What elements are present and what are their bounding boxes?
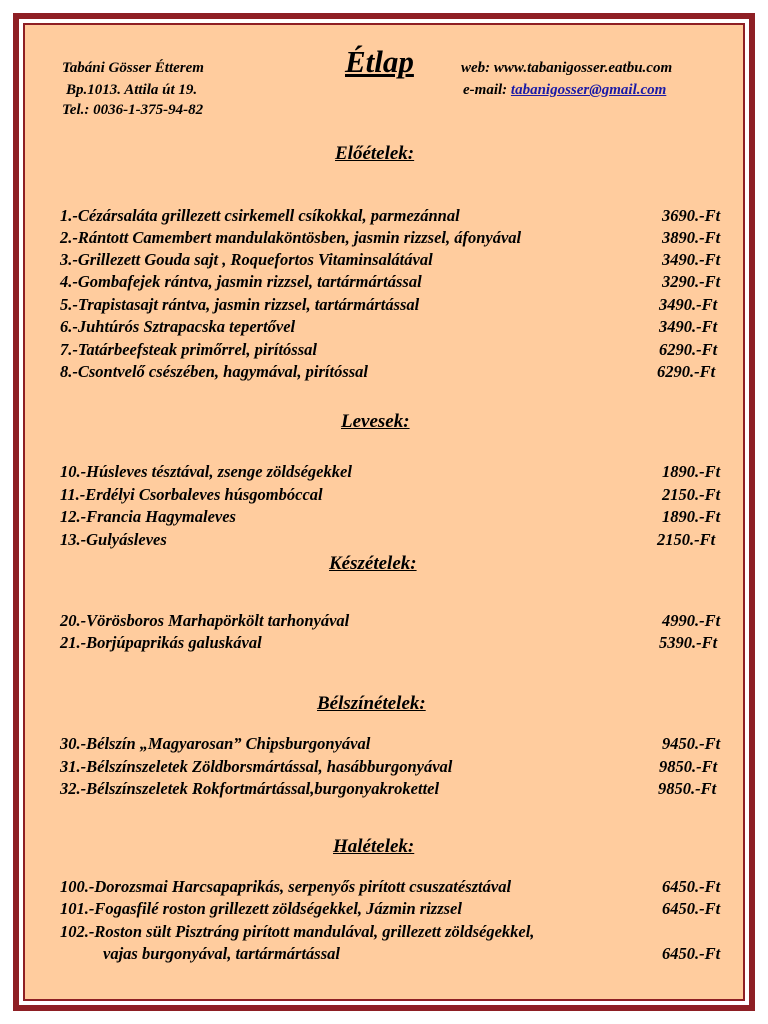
menu-item-name: 5.-Trapistasajt rántva, jasmin rizzsel, tartármártással bbox=[60, 295, 420, 314]
section-title-levesek: Levesek: bbox=[341, 411, 410, 432]
menu-item-name: 6.-Juhtúrós Sztrapacska tepertővel bbox=[60, 317, 296, 336]
menu-item-name: 21.-Borjúpaprikás galuskával bbox=[60, 633, 262, 652]
menu-item-name: 20.-Vörösboros Marhapörkölt tarhonyával bbox=[60, 611, 350, 630]
menu-item-price: 3690.-Ft bbox=[662, 206, 721, 225]
menu-item-name: 32.-Bélszínszeletek Rokfortmártással,burgonyakrokettel bbox=[60, 779, 440, 798]
menu-item-name: 101.-Fogasfilé roston grillezett zöldségekkel, Jázmin rizzsel bbox=[60, 899, 462, 918]
menu-item-price: 9850.-Ft bbox=[658, 779, 717, 798]
menu-item-price: 6290.-Ft bbox=[657, 362, 716, 381]
menu-item-price: 3290.-Ft bbox=[662, 272, 721, 291]
menu-item-name-continued: vajas burgonyával, tartármártással bbox=[103, 944, 340, 963]
menu-item-price: 3490.-Ft bbox=[659, 295, 718, 314]
menu-item-name: 31.-Bélszínszeletek Zöldborsmártással, hasábburgonyával bbox=[60, 757, 453, 776]
menu-item-name: 1.-Cézársaláta grillezett csirkemell csíkokkal, parmezánnal bbox=[60, 206, 460, 225]
menu-item-name: 8.-Csontvelő csészében, hagymával, pirítóssal bbox=[60, 362, 368, 381]
menu-item-price: 3890.-Ft bbox=[662, 228, 721, 247]
menu-item-price: 5390.-Ft bbox=[659, 633, 718, 652]
menu-item-price: 1890.-Ft bbox=[662, 507, 721, 526]
section-title-haletelek: Halételek: bbox=[333, 836, 415, 857]
menu-item-name: 30.-Bélszín „Magyarosan” Chipsburgonyával bbox=[60, 734, 371, 753]
menu-item-name: 12.-Francia Hagymaleves bbox=[60, 507, 236, 526]
menu-item-name: 100.-Dorozsmai Harcsapaprikás, serpenyős pirított csuszatésztával bbox=[60, 877, 512, 896]
menu-item-price: 2150.-Ft bbox=[662, 485, 721, 504]
menu-item-price: 6450.-Ft bbox=[662, 944, 721, 963]
section-title-belszinetelek: Bélszínételek: bbox=[317, 693, 426, 714]
menu-item-name: 4.-Gombafejek rántva, jasmin rizzsel, tartármártással bbox=[60, 272, 422, 291]
menu-item-name: 13.-Gulyásleves bbox=[60, 530, 167, 549]
menu-item-name: 10.-Húsleves tésztával, zsenge zöldségekkel bbox=[60, 462, 352, 481]
menu-item-price: 2150.-Ft bbox=[657, 530, 716, 549]
email-line bbox=[463, 82, 666, 99]
menu-item-price: 1890.-Ft bbox=[662, 462, 721, 481]
menu-item-price: 4990.-Ft bbox=[662, 611, 721, 630]
menu-item-name: 3.-Grillezett Gouda sajt , Roquefortos Vitaminsalátával bbox=[60, 250, 433, 269]
restaurant-address: Bp.1013. Attila út 19. bbox=[66, 82, 198, 98]
menu-item-name: 7.-Tatárbeefsteak primőrrel, pirítóssal bbox=[60, 340, 317, 359]
menu-item-price: 3490.-Ft bbox=[662, 250, 721, 269]
menu-item-price: 6450.-Ft bbox=[662, 877, 721, 896]
website: web: www.tabanigosser.eatbu.com bbox=[461, 60, 673, 76]
section-title-eloetelek: Előételek: bbox=[335, 143, 415, 164]
restaurant-phone: Tel.: 0036-1-375-94-82 bbox=[62, 102, 204, 118]
restaurant-name: Tabáni Gösser Étterem bbox=[62, 60, 204, 76]
menu-item-price: 3490.-Ft bbox=[659, 317, 718, 336]
menu-item-name: 2.-Rántott Camembert mandulaköntösben, jasmin rizzsel, áfonyával bbox=[60, 228, 522, 247]
page-title: Étlap bbox=[345, 44, 414, 79]
section-title-keszetelek: Készételek: bbox=[329, 553, 417, 574]
menu-item-name: 102.-Roston sült Pisztráng pirított mandulával, grillezett zöldségekkel, bbox=[60, 922, 535, 941]
menu-item-price: 9450.-Ft bbox=[662, 734, 721, 753]
email-link[interactable]: tabanigosser@gmail.com bbox=[510, 82, 667, 98]
email-label: e-mail: bbox=[463, 82, 508, 98]
menu-item-price: 6450.-Ft bbox=[662, 899, 721, 918]
menu-item-name: 11.-Erdélyi Csorbaleves húsgombóccal bbox=[60, 485, 323, 504]
menu-item-price: 9850.-Ft bbox=[659, 757, 718, 776]
menu-item-price: 6290.-Ft bbox=[659, 340, 718, 359]
